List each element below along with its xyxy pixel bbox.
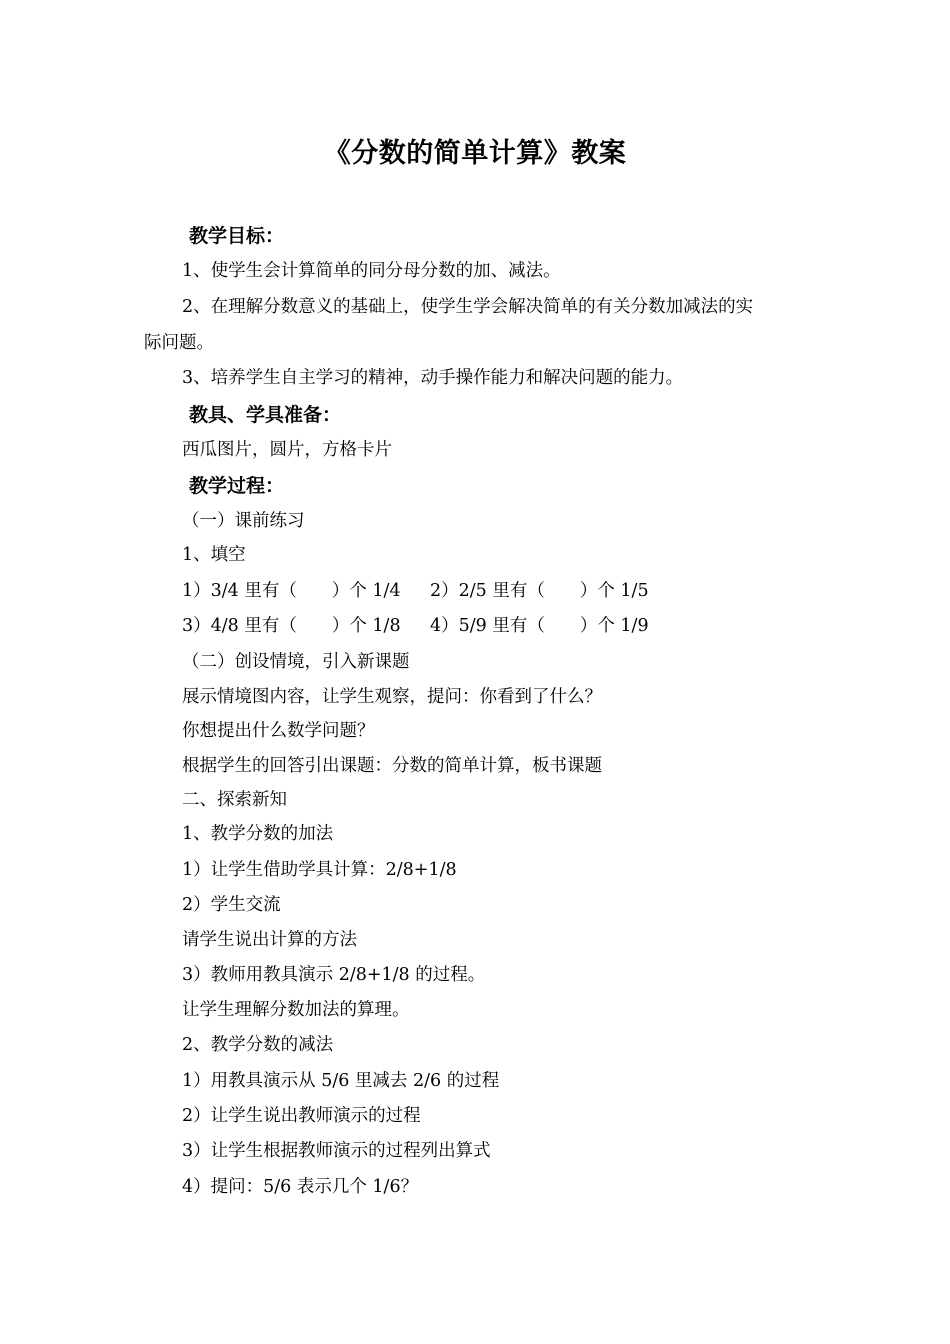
tools-text: 西瓜图片，圆片，方格卡片 bbox=[182, 440, 392, 460]
part3-line-5: 3）教师用教具演示 2/8+1/8 的过程。 bbox=[182, 965, 486, 985]
part3-title: 二、探索新知 bbox=[182, 790, 287, 810]
goals-heading: 教学目标： bbox=[189, 225, 285, 247]
part3-line-10: 3）让学生根据教师演示的过程列出算式 bbox=[182, 1141, 491, 1161]
goal-item-3: 3、培养学生自主学习的精神，动手操作能力和解决问题的能力。 bbox=[182, 368, 684, 388]
fill-title: 1、填空 bbox=[182, 545, 246, 565]
part3-line-1: 1、教学分数的加法 bbox=[182, 824, 334, 844]
part3-line-11: 4）提问：5/6 表示几个 1/6？ bbox=[182, 1177, 419, 1197]
fill-item-4: 4）5/9 里有（ ）个 1/9 bbox=[430, 616, 649, 636]
part1-title: （一）课前练习 bbox=[182, 511, 305, 531]
tools-heading: 教具、学具准备： bbox=[189, 404, 342, 426]
part3-line-7: 2、教学分数的减法 bbox=[182, 1035, 334, 1055]
goal-item-2-continued: 际问题。 bbox=[144, 333, 214, 353]
part2-line-3: 根据学生的回答引出课题：分数的简单计算，板书课题 bbox=[182, 756, 602, 776]
fill-item-3: 3）4/8 里有（ ）个 1/8 bbox=[182, 616, 401, 636]
fill-item-1: 1）3/4 里有（ ）个 1/4 bbox=[182, 581, 401, 601]
goal-item-2: 2、在理解分数意义的基础上，使学生学会解决简单的有关分数加减法的实 bbox=[182, 297, 754, 317]
part3-line-4: 请学生说出计算的方法 bbox=[182, 930, 357, 950]
process-heading: 教学过程： bbox=[189, 475, 285, 497]
part3-line-8: 1）用教具演示从 5/6 里减去 2/6 的过程 bbox=[182, 1071, 500, 1091]
goal-item-1: 1、使学生会计算简单的同分母分数的加、减法。 bbox=[182, 261, 561, 281]
part3-line-6: 让学生理解分数加法的算理。 bbox=[182, 1000, 410, 1020]
part2-line-2: 你想提出什么数学问题？ bbox=[182, 721, 375, 741]
part3-line-3: 2）学生交流 bbox=[182, 895, 281, 915]
part3-line-2: 1）让学生借助学具计算：2/8+1/8 bbox=[182, 860, 457, 880]
part2-line-1: 展示情境图内容，让学生观察，提问：你看到了什么？ bbox=[182, 687, 602, 707]
part3-line-9: 2）让学生说出教师演示的过程 bbox=[182, 1106, 421, 1126]
fill-item-2: 2）2/5 里有（ ）个 1/5 bbox=[430, 581, 649, 601]
part2-title: （二）创设情境，引入新课题 bbox=[182, 652, 410, 672]
document-title: 《分数的简单计算》教案 bbox=[323, 138, 627, 169]
